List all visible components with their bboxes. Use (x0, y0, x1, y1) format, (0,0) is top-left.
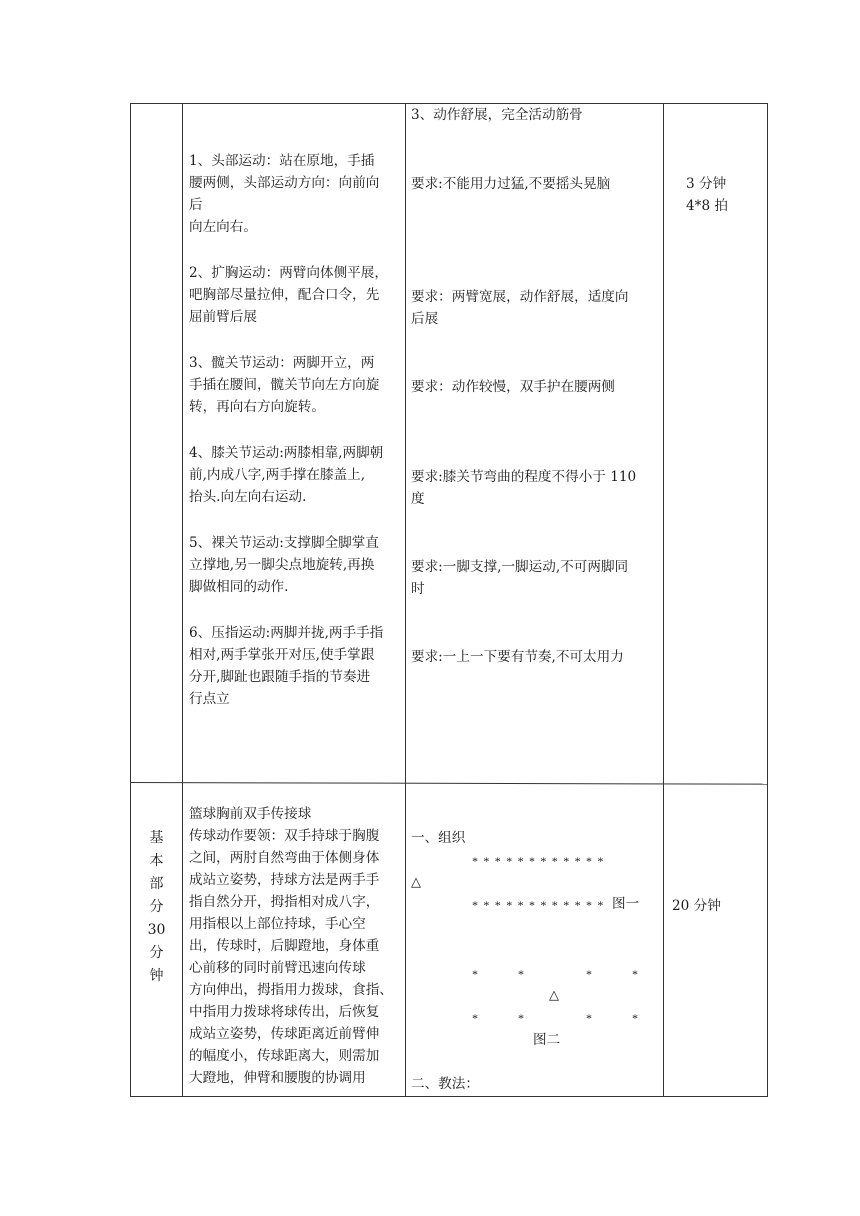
text-line: 成站立姿势，持球方法是两手手 (189, 872, 380, 888)
student-marker: * (472, 967, 480, 981)
text-line: 相对,两手掌张开对压,使手掌跟 (189, 647, 375, 663)
student-marker: * (632, 1011, 640, 1025)
requirement-2-line2: 后展 (411, 311, 439, 327)
requirement-1: 要求:不能用力过猛,不要摇头晃脑 (411, 176, 611, 192)
text-line: 心前移的同时前臂迅速向传球 (189, 960, 366, 976)
text-line: 用指根以上部位持球，手心空 (189, 916, 366, 932)
organization-title: 一、组织 (411, 830, 466, 846)
table-border-right (767, 103, 768, 1097)
section-label-char: 本 (149, 853, 164, 869)
text-line: 大蹬地，伸臂和腰腹的协调用 (189, 1070, 366, 1086)
student-marker: * (586, 1011, 594, 1025)
text-line: 方向伸出，拇指用力拨球，食指、 (189, 982, 393, 998)
figure-1-label: 图一 (612, 896, 640, 912)
text-line: 篮球胸前双手传接球 (189, 806, 312, 822)
requirement-4-line2: 度 (411, 491, 425, 507)
student-row-2: * * * * * * * * * * * * (472, 898, 605, 912)
section-divider (130, 782, 768, 785)
text-line: 后 (189, 197, 203, 213)
requirement-4-line1: 要求:膝关节弯曲的程度不得小于 110 (411, 469, 637, 485)
teaching-method-title: 二、教法： (411, 1076, 479, 1092)
student-marker: * (586, 967, 594, 981)
text-line: 2、扩胸运动：两臂向体侧平展， (189, 265, 388, 281)
text-line: 屈前臂后展 (189, 309, 257, 325)
text-line: 行点立 (189, 691, 230, 707)
requirement-5-line2: 时 (411, 581, 425, 597)
text-line: 1、头部运动：站在原地，手插 (189, 153, 375, 169)
text-line: 转，再向右方向旋转。 (189, 399, 325, 415)
student-row-1: * * * * * * * * * * * * (472, 854, 605, 868)
text-line: 4、膝关节运动:两膝相靠,两脚朝 (189, 445, 384, 461)
text-line: 中指用力拨球将球传出，后恢复 (189, 1004, 380, 1020)
requirement-top: 3、动作舒展，完全活动筋骨 (411, 107, 583, 123)
text-line: 手插在腰间，髋关节向左方向旋 (189, 377, 380, 393)
section-label-char: 分 (149, 945, 164, 961)
text-line: 之间，两肘自然弯曲于体侧身体 (189, 850, 380, 866)
student-marker: * (632, 967, 640, 981)
text-line: 5、裸关节运动:支撑脚全脚掌直 (189, 535, 379, 551)
table-divider-1 (182, 103, 183, 1097)
text-line: 6、压指运动:两脚并拢,两手手指 (189, 625, 384, 641)
section-label-char: 钟 (149, 968, 164, 984)
text-line: 成站立姿势，传球距离近前臂伸 (189, 1026, 380, 1042)
table-divider-2 (405, 103, 406, 1097)
requirement-5-line1: 要求:一脚支撑,一脚运动,不可两脚同 (411, 559, 629, 575)
text-line: 脚做相同的动作. (189, 579, 289, 595)
student-marker: * (518, 1011, 526, 1025)
requirement-3: 要求：动作较慢，双手护在腰两侧 (411, 379, 615, 395)
teacher-marker-2: △ (549, 988, 559, 1003)
section-label-char: 分 (149, 899, 164, 915)
teacher-marker-1: △ (411, 875, 421, 890)
text-line: 分开,脚趾也跟随手指的节奏进 (189, 669, 371, 685)
text-line: 吧胸部尽量拉伸，配合口令，先 (189, 287, 380, 303)
text-line: 向左向右。 (189, 219, 257, 235)
text-line: 立撑地,另一脚尖点地旋转,再换 (189, 557, 375, 573)
warmup-duration: 3 分钟 (686, 176, 727, 192)
text-line: 出，传球时，后脚蹬地，身体重 (189, 938, 380, 954)
text-line: 腰两侧，头部运动方向：向前向 (189, 175, 380, 191)
text-line: 3、髋关节运动：两脚开立，两 (189, 355, 375, 371)
requirement-2-line1: 要求：两臂宽展，动作舒展，适度向 (411, 289, 629, 305)
section-label-char: 部 (149, 876, 164, 892)
student-marker: * (518, 967, 526, 981)
requirement-6: 要求:一上一下要有节奏,不可太用力 (411, 649, 624, 665)
text-line: 的幅度小，传球距离大，则需加 (189, 1048, 380, 1064)
text-line: 抬头.向左向右运动. (189, 489, 307, 505)
text-line: 前,内成八字,两手撑在膝盖上, (189, 467, 366, 483)
text-line: 传球动作要领：双手持球于胸腹 (189, 828, 380, 844)
section-label-char: 基 (149, 830, 164, 846)
table-border-bottom (130, 1096, 768, 1097)
text-line: 指自然分开，拇指相对成八字， (189, 894, 380, 910)
table-divider-3 (663, 103, 664, 1097)
figure-2-label: 图二 (533, 1032, 561, 1048)
section-label-char: 30 (147, 922, 166, 938)
warmup-beats: 4*8 拍 (686, 198, 729, 214)
student-marker: * (472, 1011, 480, 1025)
main-part-duration: 20 分钟 (672, 898, 721, 914)
